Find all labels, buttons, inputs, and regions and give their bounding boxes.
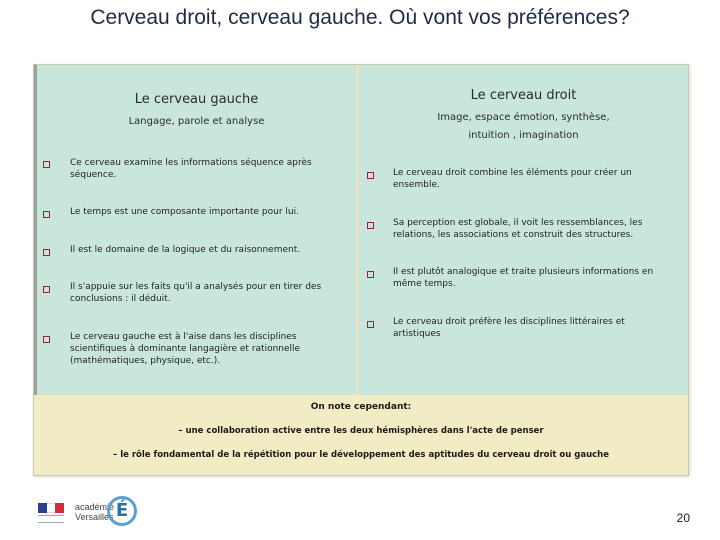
academie-line-1: académie (75, 502, 115, 512)
bullet-icon (367, 222, 374, 229)
left-brain-subtitle: Langage, parole et analyse (128, 116, 265, 127)
right-item-3: Il est plutôt analogique et traite plusieurs informations en même temps. (393, 267, 654, 289)
note-line-1: – une collaboration active entre les deux hémisphères dans l'acte de penser (178, 426, 544, 436)
left-item-1: Ce cerveau examine les informations séquence après séquence. (70, 158, 312, 180)
right-item-2: Sa perception est globale, il voit les ressemblances, les relations, les associations et construit des structures. (393, 218, 643, 240)
left-item-3: Il est le domaine de la logique et du raisonnement. (70, 245, 301, 255)
academie-line-2: Versailles (75, 512, 114, 522)
left-item-4: Il s'appuie sur les faits qu'il a analysés pour en tirer des conclusions : il déduit. (70, 282, 322, 304)
academie-logo (75, 496, 145, 532)
page-number: 20 (676, 511, 690, 525)
comparison-panel (33, 64, 689, 476)
left-brain-column (34, 65, 359, 395)
note-section (34, 398, 688, 474)
bullet-icon (43, 211, 50, 218)
left-brain-title: Le cerveau gauche (134, 92, 259, 107)
ministry-wordmark (38, 515, 64, 523)
bullet-icon (43, 249, 50, 256)
right-brain-title: Le cerveau droit (470, 88, 577, 103)
slide-title: Cerveau droit, cerveau gauche. Où vont vos préférences? (90, 6, 630, 29)
right-brain-subtitle-line1: Image, espace émotion, synthèse, (437, 112, 610, 123)
left-item-2: Le temps est une composante importante pour lui. (70, 207, 299, 217)
bullet-icon (367, 271, 374, 278)
bullet-icon (367, 172, 374, 179)
academie-e-icon: É (107, 496, 137, 526)
bullet-icon (43, 161, 50, 168)
right-brain-subtitle-line2: intuition , imagination (468, 130, 579, 141)
bullet-icon (367, 321, 374, 328)
note-line-2: – le rôle fondamental de la répétition pour le développement des aptitudes du cerveau droit ou gauche (112, 450, 610, 460)
right-item-4: Le cerveau droit préfère les disciplines littéraires et artistiques (393, 317, 625, 339)
bullet-icon (43, 336, 50, 343)
bullet-icon (43, 286, 50, 293)
right-item-1: Le cerveau droit combine les éléments pour créer un ensemble. (393, 168, 632, 190)
note-heading: On note cependant: (310, 402, 412, 412)
left-item-5: Le cerveau gauche est à l'aise dans les disciplines scientifiques à dominante langagière et rationnelle (mathématiques, physique, etc.). (70, 332, 301, 366)
ministry-logo (38, 503, 64, 521)
french-flag-icon (38, 503, 64, 513)
right-brain-column (359, 65, 688, 395)
